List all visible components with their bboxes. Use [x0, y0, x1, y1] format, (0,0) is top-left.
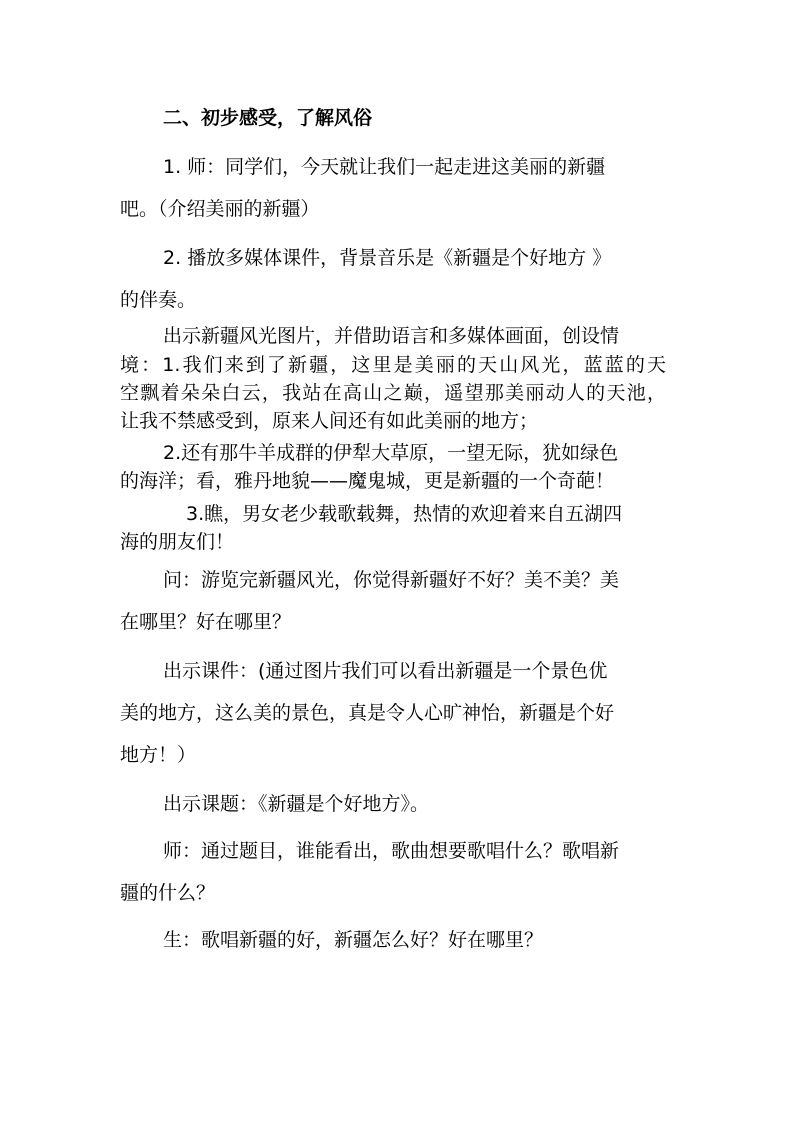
paragraph-line: 生：歌唱新疆的好，新疆怎么好？好在哪里？ [163, 929, 544, 951]
paragraph-line: 3.瞧，男女老少载歌载舞，热情的欢迎着来自五湖四 [186, 503, 623, 525]
paragraph-line: 问：游览完新疆风光，你觉得新疆好不好？美不美？美 [163, 569, 620, 591]
paragraph-line: 地方！） [120, 744, 197, 766]
paragraph-line: 出示课题：《新疆是个好地方》。 [163, 793, 430, 815]
paragraph-line: 的海洋；看，雅丹地貌——魔鬼城，更是新疆的一个奇葩！ [120, 470, 615, 492]
paragraph-line: 空飘着朵朵白云，我站在高山之巅，遥望那美丽动人的天池， [120, 382, 666, 404]
section-heading: 二、初步感受，了解风俗 [163, 107, 373, 129]
paragraph-line: 师：通过题目，谁能看出，歌曲想要歌唱什么？歌唱新 [163, 840, 620, 862]
paragraph-line: 2. 播放多媒体课件，背景音乐是《新疆是个好地方 》 [163, 247, 612, 269]
paragraph-line: 美的地方，这么美的景色，真是令人心旷神怡，新疆是个好 [120, 702, 615, 724]
paragraph-line: 1. 师：同学们，今天就让我们一起走进这美丽的新疆 [163, 156, 606, 178]
paragraph-line: 海的朋友们！ [120, 531, 235, 553]
paragraph-line: 让我不禁感受到，原来人间还有如此美丽的地方； [120, 410, 539, 432]
paragraph-line: 的伴奏。 [120, 289, 197, 311]
paragraph-line: 境：1.我们来到了新疆，这里是美丽的天山风光，蓝蓝的天 [120, 354, 666, 376]
paragraph-line: 出示课件：(通过图片我们可以看出新疆是一个景色优 [163, 660, 608, 682]
paragraph-line: 2.还有那牛羊成群的伊犁大草原，一望无际，犹如绿色 [163, 442, 619, 464]
paragraph-line: 疆的什么？ [120, 882, 216, 904]
paragraph-line: 在哪里？好在哪里？ [120, 611, 292, 633]
paragraph-line: 出示新疆风光图片，并借助语言和多媒体画面，创设情 [163, 325, 620, 347]
paragraph-line: 吧。（介绍美丽的新疆） [120, 198, 320, 220]
